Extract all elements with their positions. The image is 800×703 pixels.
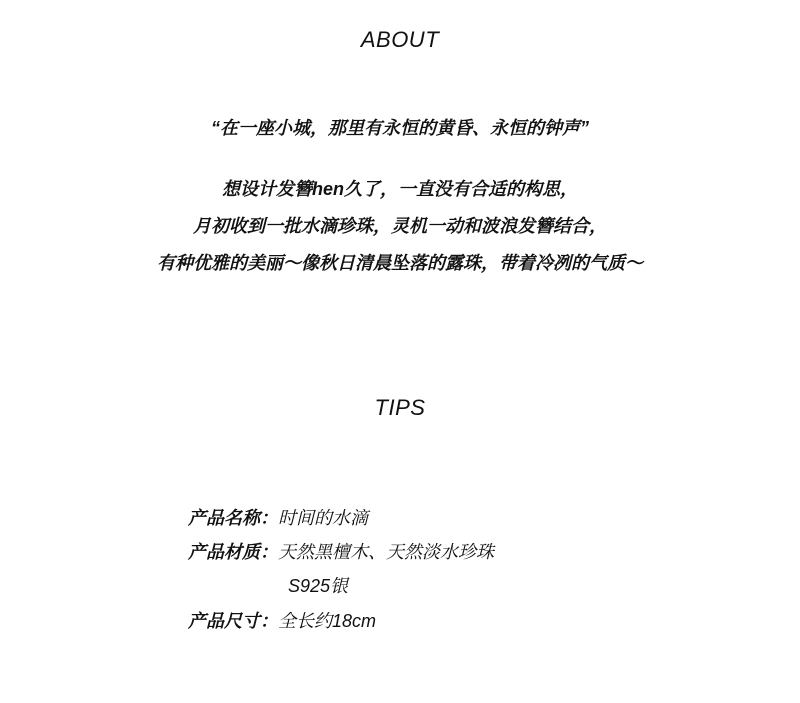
- spec-name-label: 产品名称：: [188, 508, 278, 528]
- about-body-line-1: 想设计发簪hen久了，一直没有合适的构思，: [222, 179, 578, 199]
- about-body-line-3: 有种优雅的美丽～像秋日清晨坠落的露珠，带着冷冽的气质～: [157, 253, 643, 273]
- spec-size-label: 产品尺寸：: [188, 611, 278, 631]
- spec-name-value: 时间的水滴: [278, 508, 368, 528]
- spec-product-size: [188, 609, 376, 633]
- spec-material-value: 天然黑檀木、天然淡水珍珠: [278, 542, 494, 562]
- spec-product-material: [188, 540, 494, 564]
- about-quote: “在一座小城，那里有永恒的黄昏、永恒的钟声”: [211, 118, 589, 138]
- spec-material-value-silver: S925银: [288, 576, 349, 596]
- spec-size-value: 全长约18cm: [278, 611, 377, 631]
- about-heading: ABOUT: [360, 27, 440, 52]
- spec-product-name: [188, 506, 368, 530]
- about-body-line-2: 月初收到一批水滴珍珠，灵机一动和波浪发簪结合，: [193, 216, 607, 236]
- spec-material-label: 产品材质：: [188, 542, 278, 562]
- tips-heading: TIPS: [374, 395, 426, 420]
- spec-material-value-2: [288, 574, 348, 598]
